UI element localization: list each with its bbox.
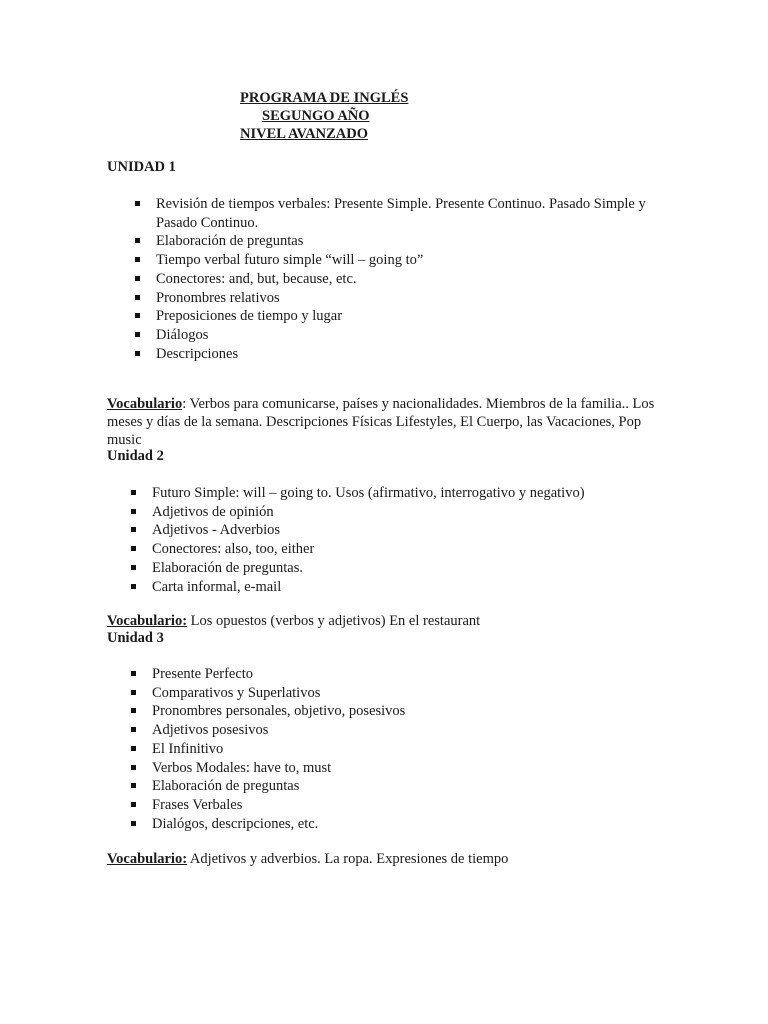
unit-1-vocabulary-text: : Verbos para comunicarse, países y nacionalidades. Miembros de la familia.. Los meses y días de la semana. Descripciones Físicas Lifestyles, El Cuerpo, las Vacaciones, Pop music xyxy=(107,396,655,448)
list-item-text: Elaboración de preguntas. xyxy=(152,559,303,576)
unit-2-vocabulary-text: Los opuestos (verbos y adjetivos) En el restaurant xyxy=(187,613,481,629)
list-item xyxy=(152,777,662,796)
square-bullet-icon xyxy=(135,201,140,206)
list-item xyxy=(156,289,666,308)
square-bullet-icon xyxy=(131,509,136,514)
list-item xyxy=(152,559,662,578)
square-bullet-icon xyxy=(135,295,140,300)
unit-2-title: Unidad 2 xyxy=(107,448,164,464)
list-item-text: Diálogos xyxy=(156,326,209,343)
program-level: NIVEL AVANZADO xyxy=(240,126,368,142)
list-item xyxy=(152,702,662,721)
list-item-text: Adjetivos posesivos xyxy=(152,722,269,739)
list-item xyxy=(152,540,662,559)
square-bullet-icon xyxy=(131,802,136,807)
list-item-text: Carta informal, e-mail xyxy=(152,578,282,595)
list-item-text: Revisión de tiempos verbales: Presente Simple. Presente Continuo. Pasado Simple y Pasado Continuo. xyxy=(156,196,646,231)
list-item xyxy=(152,521,662,540)
list-item-text: Pronombres relativos xyxy=(156,289,280,306)
unit-2-topic-list xyxy=(152,484,662,596)
list-item-text: Elaboración de preguntas xyxy=(152,778,300,795)
list-item-text: Frases Verbales xyxy=(152,796,243,813)
list-item xyxy=(156,307,666,326)
list-item-text: Conectores: and, but, because, etc. xyxy=(156,270,357,287)
list-item-text: Dialógos, descripciones, etc. xyxy=(152,815,319,832)
list-item xyxy=(152,815,662,834)
square-bullet-icon xyxy=(131,527,136,532)
list-item xyxy=(156,270,666,289)
square-bullet-icon xyxy=(135,351,140,356)
unit-1-title: UNIDAD 1 xyxy=(107,159,176,175)
square-bullet-icon xyxy=(131,490,136,495)
square-bullet-icon xyxy=(131,765,136,770)
square-bullet-icon xyxy=(131,584,136,589)
square-bullet-icon xyxy=(131,727,136,732)
list-item xyxy=(156,251,666,270)
square-bullet-icon xyxy=(131,783,136,788)
list-item xyxy=(152,740,662,759)
square-bullet-icon xyxy=(135,257,140,262)
list-item-text: Verbos Modales: have to, must xyxy=(152,759,332,776)
list-item xyxy=(152,503,662,522)
list-item-text: Comparativos y Superlativos xyxy=(152,684,321,701)
square-bullet-icon xyxy=(135,276,140,281)
program-title: PROGRAMA DE INGLÉS xyxy=(240,90,409,106)
list-item-text: Descripciones xyxy=(156,345,239,362)
list-item-text: El Infinitivo xyxy=(152,740,224,757)
list-item xyxy=(152,665,662,684)
unit-1-topic-list xyxy=(156,195,666,363)
list-item xyxy=(152,684,662,703)
list-item-text: Conectores: also, too, either xyxy=(152,541,315,558)
list-item xyxy=(156,232,666,251)
square-bullet-icon xyxy=(131,708,136,713)
square-bullet-icon xyxy=(131,671,136,676)
square-bullet-icon xyxy=(131,690,136,695)
list-item-text: Adjetivos - Adverbios xyxy=(152,522,281,539)
unit-3-vocabulary-label: Vocabulario: xyxy=(107,851,188,867)
square-bullet-icon xyxy=(131,546,136,551)
list-item xyxy=(156,195,666,232)
list-item xyxy=(152,484,662,503)
list-item xyxy=(152,759,662,778)
unit-1-vocabulary-label: Vocabulario xyxy=(107,396,183,412)
list-item xyxy=(156,326,666,345)
list-item-text: Futuro Simple: will – going to. Usos (afirmativo, interrogativo y negativo) xyxy=(152,485,585,501)
list-item xyxy=(152,721,662,740)
unit-1-vocabulary xyxy=(107,395,667,449)
unit-3-topic-list xyxy=(152,665,662,833)
list-item-text: Pronombres personales, objetivo, posesivos xyxy=(152,703,406,720)
list-item xyxy=(152,796,662,815)
list-item-text: Adjetivos de opinión xyxy=(152,503,274,520)
list-item xyxy=(156,345,666,364)
square-bullet-icon xyxy=(131,821,136,826)
list-item-text: Presente Perfecto xyxy=(152,666,254,682)
unit-3-vocabulary-text: Adjetivos y adverbios. La ropa. Expresiones de tiempo xyxy=(187,851,509,867)
unit-2-vocabulary xyxy=(107,612,667,630)
unit-3-vocabulary xyxy=(107,850,667,868)
square-bullet-icon xyxy=(131,746,136,751)
square-bullet-icon xyxy=(135,332,140,337)
square-bullet-icon xyxy=(135,238,140,243)
list-item-text: Preposiciones de tiempo y lugar xyxy=(156,308,343,325)
program-year: SEGUNGO AÑO xyxy=(262,108,370,124)
unit-2-vocabulary-label: Vocabulario: xyxy=(107,613,188,629)
unit-3-title: Unidad 3 xyxy=(107,630,164,646)
square-bullet-icon xyxy=(135,313,140,318)
square-bullet-icon xyxy=(131,565,136,570)
list-item xyxy=(152,578,662,597)
list-item-text: Tiempo verbal futuro simple “will – going to” xyxy=(156,252,424,269)
list-item-text: Elaboración de preguntas xyxy=(156,233,304,250)
